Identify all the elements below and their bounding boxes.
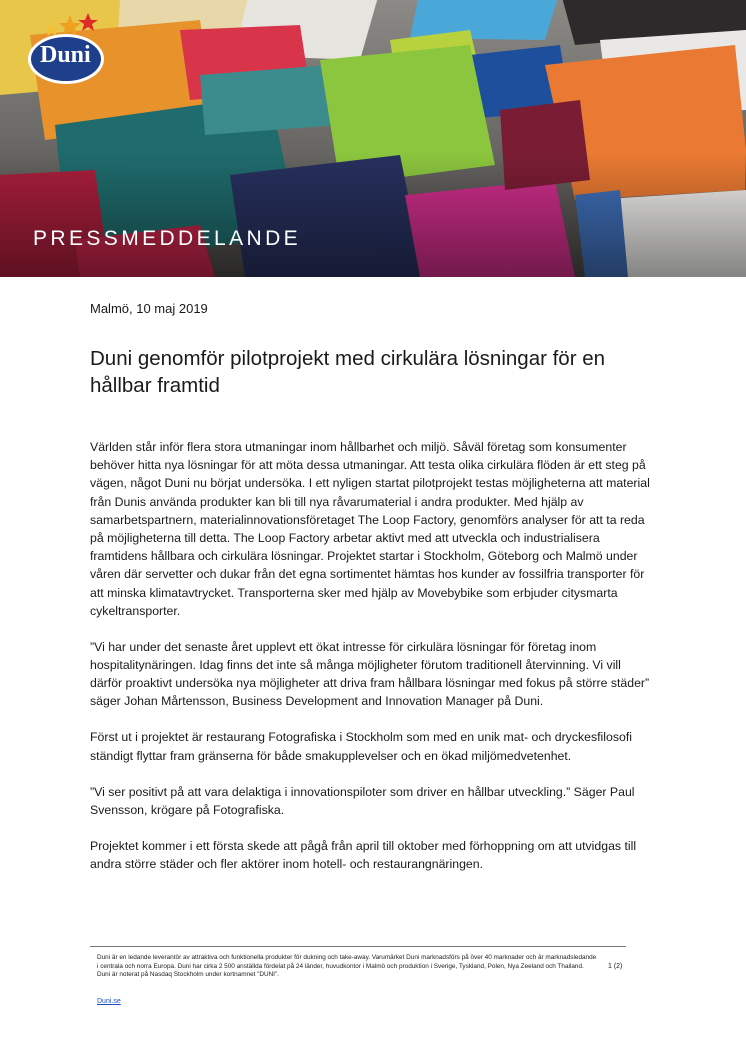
- banner-label: PRESSMEDDELANDE: [33, 227, 302, 250]
- yellow-star-icon: [59, 15, 81, 36]
- release-date: Malmö, 10 maj 2019: [90, 301, 208, 316]
- page-number: 1 (2): [608, 963, 623, 970]
- small-star-icon: [45, 23, 59, 36]
- duni-logo: [22, 13, 112, 89]
- headline: Duni genomför pilotprojekt med cirkulära lösningar för en hållbar framtid: [90, 347, 606, 397]
- paragraph: ”Vi har under det senaste året upplevt ett ökat intresse för cirkulära lösningar för företag inom hospitalitynäringen. Idag finns det inte så många möjligheter förutom traditionell återvinning. Vi vill därför proaktivt undersöka nya möjligheter att driva fram hållbara lösningar med fokus på större städer” säger Johan Mårtensson, Business Development and Innovation Manager på Duni.: [90, 639, 650, 709]
- hero-banner: [0, 0, 746, 277]
- logo-text: Duni: [40, 42, 91, 68]
- red-star-icon: [78, 13, 98, 31]
- footer-company-info: Duni är en ledande leverantör av attraktiva och funktionella produkter för dukning och take-away. Varumärket Duni marknadsförs på över 40 marknader och är marknadsledande i centrala och norra Europa. Duni har cirka 2 500 anställda fördelat på 24 länder, huvudkontor i Malmö och produktion i Sverige, Tyskland, Polen, Nya Zeeland och Thailand. Duni är noterat på Nasdaq Stockholm under kortnamnet ”DUNI”.: [97, 954, 597, 978]
- paragraph: Projektet kommer i ett första skede att pågå från april till oktober med förhoppning om att utvidgas till andra större städer och fler aktörer inom hotell- och restaurangnäringen.: [90, 838, 637, 872]
- paragraph: Först ut i projektet är restaurang Fotografiska i Stockholm som med en unik mat- och dryckesfilosofi ständigt flyttar fram gränserna för både smakupplevelser och en ökad miljömedvetenhet.: [90, 730, 632, 763]
- paragraph: Världen står inför flera stora utmaningar inom hållbarhet och miljö. Såväl företag som konsumenter behöver hitta nya lösningar för att möta dessa utmaningar. Att testa olika cirkulära flöden är ett steg på vägen, något Duni nu börjat undersöka. I ett nyligen startat pilotprojekt testas möjligheterna att material från Dunis använda produkter kan bli till nya råvarumaterial i andra produkter. Med hjälp av samarbetspartnern, materialinnovationsföretaget The Loop Factory, genomförs analyser för att ta reda på möjligheterna till detta. The Loop Factory arbetar aktivt med att utveckla och industrialisera framtidens hållbara och cirkulära lösningar. Projektet startar i Stockholm, Göteborg och Malmö under våren där servetter och dukar från det egna sortimentet hämtas hos kunder av fossilfria transporter för att minska klimatavtrycket. Transporterna sker med hjälp av Movebybike som erbjuder citysmarta cykeltransporter.: [90, 440, 650, 618]
- paragraph: ”Vi ser positivt på att vara delaktiga i innovationspiloter som driver en hållbar utveckling.” Säger Paul Svensson, krögare på Fotografiska.: [90, 784, 635, 817]
- article-body: [90, 438, 656, 891]
- website-link[interactable]: Duni.se: [97, 998, 121, 1005]
- footer-divider: [90, 946, 626, 947]
